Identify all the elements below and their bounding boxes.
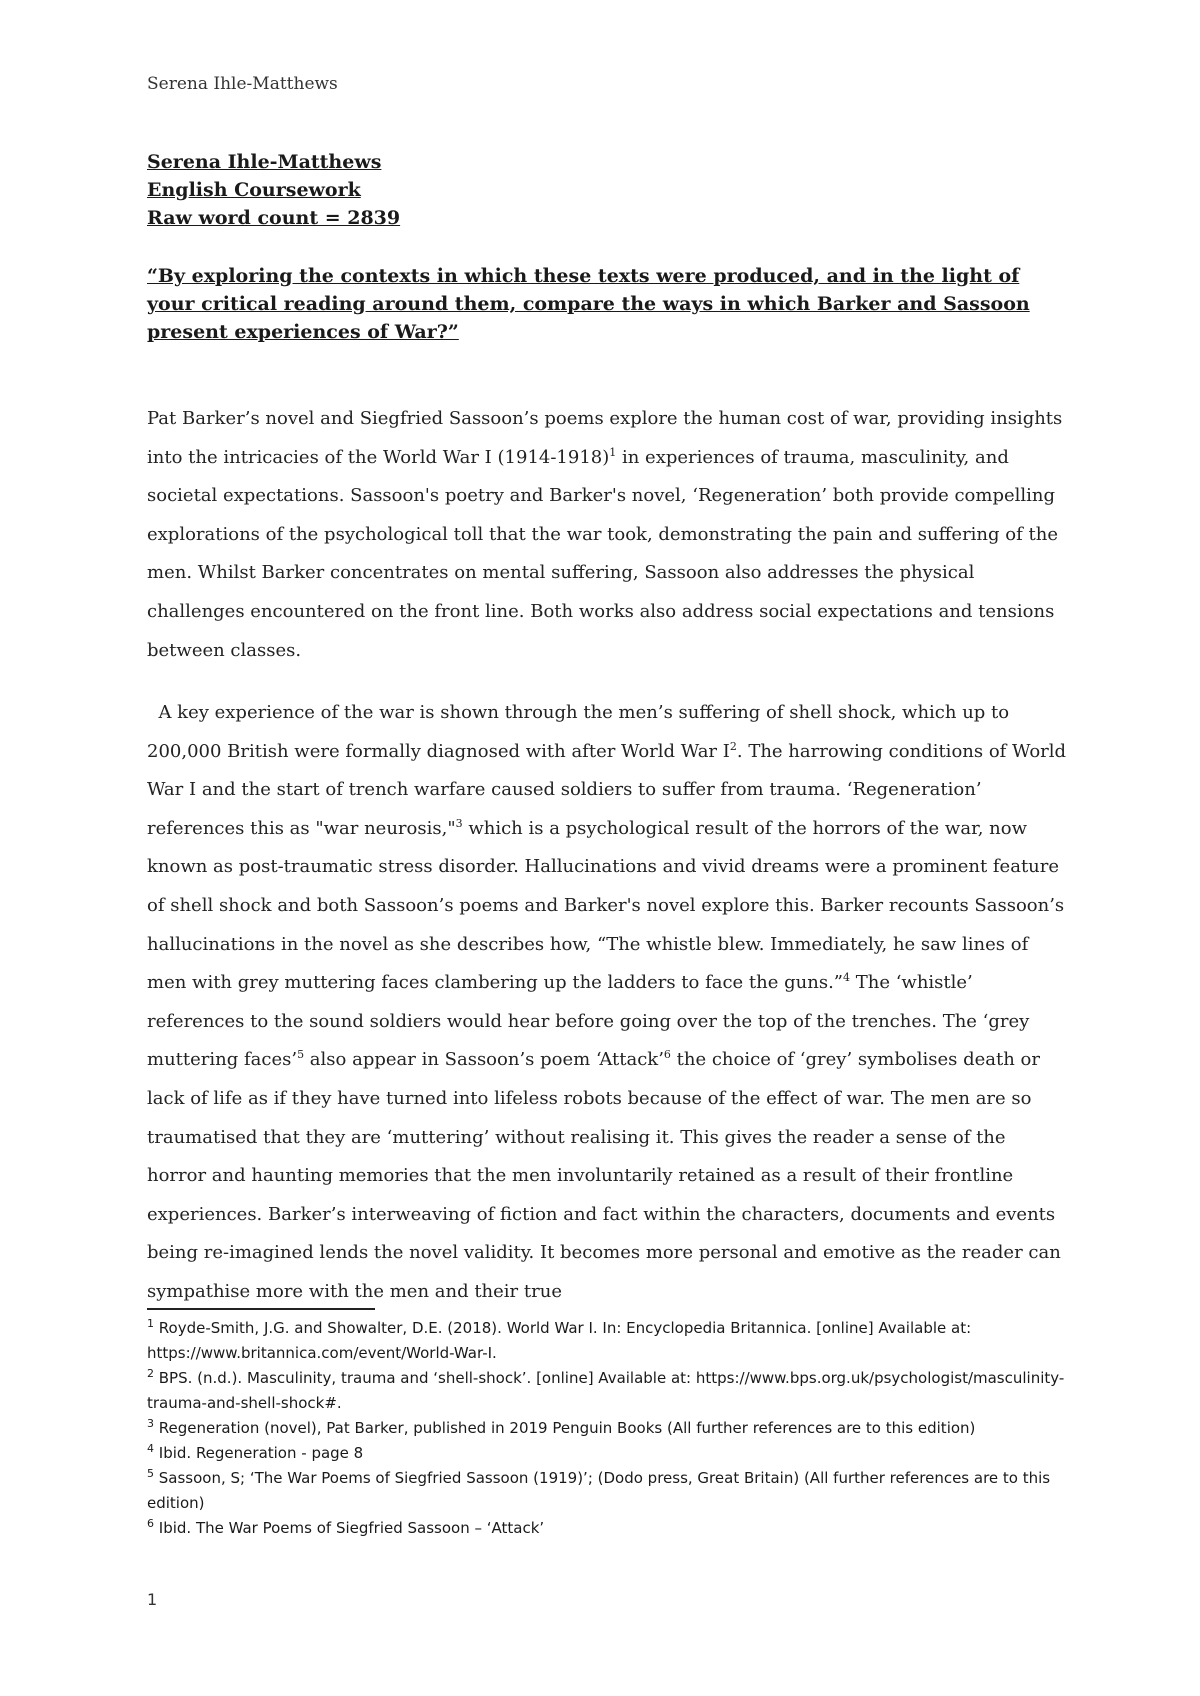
footnote-number: 2 [147,1367,154,1380]
footnote-text: Royde-Smith, J.G. and Showalter, D.E. (2018). World War I. In: Encyclopedia Britannica. [online] Available at: https://www.britannica.com/event/World-War-I. [147,1319,972,1362]
text-run: Pat Barker’s novel and Siegfried Sassoon’s poems explore the human cost of war, providing insights into the intricacies of the World War I (1914-1918) [147,408,1063,468]
footnote-text: Ibid. The War Poems of Siegfried Sassoon – ‘Attack’ [154,1519,545,1537]
footnote-number: 4 [147,1442,154,1455]
text-run: in experiences of trauma, masculinity, and societal expectations. Sassoon's poetry and Barker's novel, ‘Regeneration’ both provide compelling explorations of the psychological toll that the war took, demonstrating the pain and suffering of the men. Whilst Barker concentrates on mental suffering, Sassoon also addresses the physical challenges encountered on the front line. Both works also address social expectations and tensions between classes. [147,446,1058,661]
course-title: English Coursework [147,179,361,201]
footnote-number: 1 [147,1317,154,1330]
footnote-text: Ibid. Regeneration - page 8 [154,1444,364,1462]
text-run: the choice of ‘grey’ symbolises death or lack of life as if they have turned into lifeless robots because of the effect of war. The men are so traumatised that they are ‘muttering’ without realising it. This gives the reader a sense of the horror and haunting memories that the men involuntarily retained as a result of their frontline experiences. Barker’s interweaving of fiction and fact within the characters, documents and events being re-imagined lends the novel validity. It becomes more personal and emotive as the reader can sympathise more with the men and their true [147,1049,1061,1302]
footnote-number: 3 [147,1417,154,1430]
footnote [147,1416,1077,1441]
footnote-text: Regeneration (novel), Pat Barker, published in 2019 Penguin Books (All further references are to this edition) [154,1419,976,1437]
footnote-separator [147,1308,375,1310]
footnote [147,1366,1077,1416]
footnote-number: 5 [147,1467,154,1480]
footnote-number: 6 [147,1517,154,1530]
footnote [147,1516,1077,1541]
footnote [147,1316,1077,1366]
footnotes [147,1316,1077,1541]
text-run: . The harrowing conditions of World War I and the start of trench warfare caused soldiers to suffer from trauma. ‘Regeneration’ references this as "war neurosis," [147,740,1067,839]
text-run: The ‘whistle’ references to the sound soldiers would hear before going over the top of the trenches. The ‘grey muttering faces’ [147,972,1030,1071]
footnote-ref: 5 [297,1048,305,1062]
footnote-ref: 3 [455,816,463,830]
paragraph [147,400,1067,670]
title-block [147,148,1067,232]
text-run: which is a psychological result of the horrors of the war, now known as post-traumatic stress disorder. Hallucinations and vivid dreams were a prominent feature of shell shock and both Sassoon’s poems and Barker's novel explore this. Barker recounts Sassoon’s hallucinations in the novel as she describes how, “The whistle blew. Immediately, he saw lines of men with grey muttering faces clambering up the ladders to face the guns.” [147,817,1065,994]
footnote-ref: 4 [843,971,850,985]
text-run: A key experience of the war is shown through the men’s suffering of shell shock, which up to 200,000 British were formally diagnosed with after World War I [147,702,1010,762]
page-header: Serena Ihle-Matthews [147,74,338,94]
footnote-ref: 6 [663,1048,671,1062]
essay-question: “By exploring the contexts in which these texts were produced, and in the light of your critical reading around them, compare the ways in which Barker and Sassoon present experiences of War?” [147,265,1030,343]
word-count: Raw word count = 2839 [147,207,401,229]
footnote [147,1441,1077,1466]
footnote-ref: 2 [729,739,737,753]
footnote-ref: 1 [609,445,617,459]
page-number: 1 [147,1590,158,1609]
footnote-text: Sassoon, S; ‘The War Poems of Siegfried Sassoon (1919)’; (Dodo press, Great Britain) (All further references are to this edition) [147,1469,1051,1512]
text-run: also appear in Sassoon’s poem ‘Attack’ [304,1049,664,1071]
footnote-text: BPS. (n.d.). Masculinity, trauma and ‘shell-shock’. [online] Available at: https://www.bps.org.uk/psychologist/masculinity-trauma-and-shell-shock#. [147,1369,1065,1412]
author-name: Serena Ihle-Matthews [147,151,382,173]
footnote [147,1466,1077,1516]
paragraph [147,694,1067,1312]
